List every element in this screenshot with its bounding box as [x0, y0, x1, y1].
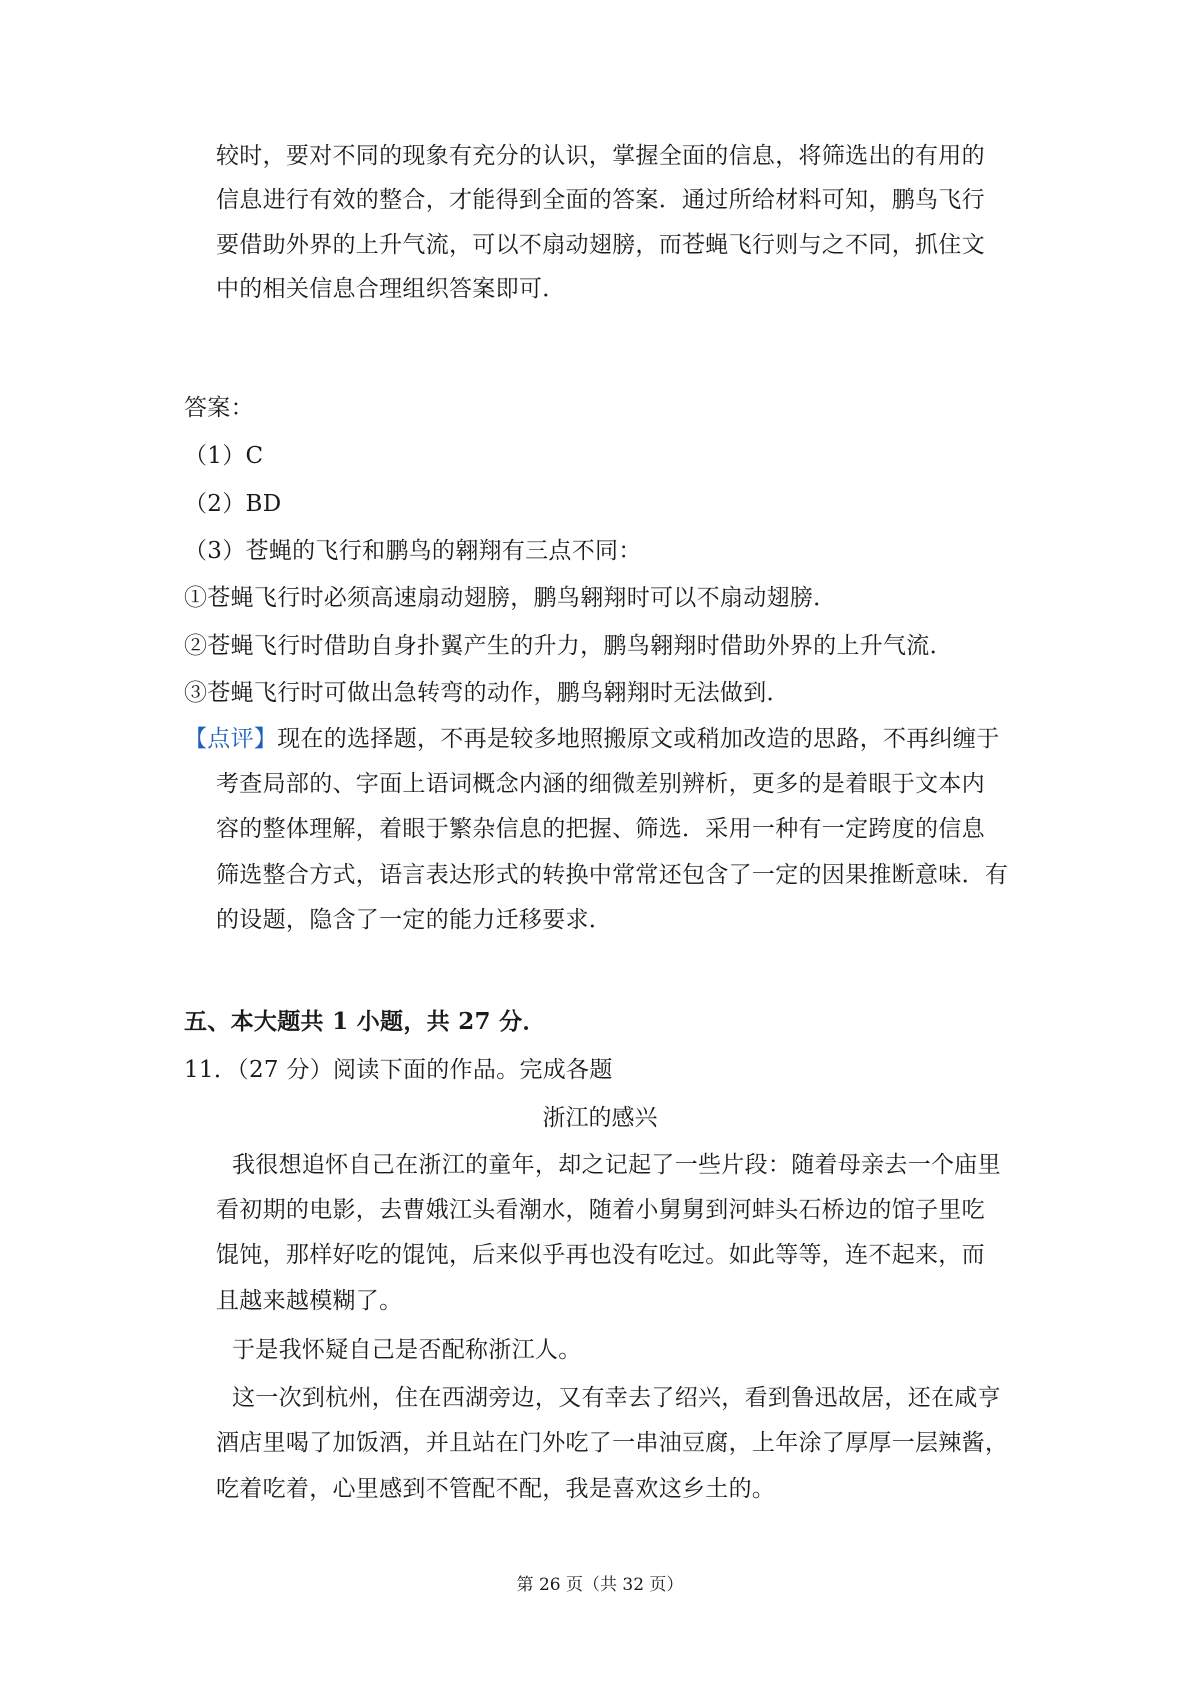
- comment-line-3: 容的整体理解，着眼于繁杂信息的把握、筛选．采用一种有一定跨度的信息: [216, 816, 985, 842]
- passage-p1-line-3: 馄饨，那样好吃的馄饨，后来似乎再也没有吃过。如此等等，连不起来，而: [216, 1242, 985, 1268]
- passage-title: 浙江的感兴: [542, 1105, 658, 1131]
- section-heading: 五、本大题共 1 小题，共 27 分．: [184, 1008, 546, 1035]
- page-number: 第 26 页（共 32 页）: [516, 1575, 684, 1595]
- answer-item-1: （1）C: [184, 443, 264, 469]
- passage-p3-line-3: 吃着吃着，心里感到不管配不配，我是喜欢这乡土的。: [216, 1476, 776, 1502]
- comment-first-line: [184, 724, 1000, 754]
- passage-p3-line-2: 酒店里喝了加饭酒，并且站在门外吃了一串油豆腐，上年涂了厚厚一层辣酱，: [216, 1430, 1009, 1456]
- question-prompt: 11．（27 分）阅读下面的作品。完成各题: [184, 1057, 613, 1083]
- answer-item-2: （2）BD: [184, 491, 282, 517]
- analysis-line-4: 中的相关信息合理组织答案即可．: [216, 276, 566, 302]
- answer-heading: 答案：: [184, 395, 254, 421]
- answer-item-6: ③苍蝇飞行时可做出急转弯的动作，鹏鸟翱翔时无法做到．: [184, 680, 790, 706]
- comment-tag: 【点评】: [184, 726, 278, 752]
- analysis-line-2: 信息进行有效的整合，才能得到全面的答案．通过所给材料可知，鹏鸟飞行: [216, 187, 985, 213]
- answer-item-4: ①苍蝇飞行时必须高速扇动翅膀，鹏鸟翱翔时可以不扇动翅膀．: [184, 585, 837, 611]
- comment-line-2: 考查局部的、字面上语词概念内涵的细微差别辨析，更多的是着眼于文本内: [216, 771, 985, 797]
- comment-line-5: 的设题，隐含了一定的能力迁移要求．: [216, 907, 613, 933]
- answer-item-3: （3）苍蝇的飞行和鹏鸟的翱翔有三点不同：: [184, 538, 642, 564]
- passage-p1-line-2: 看初期的电影，去曹娥江头看潮水，随着小舅舅到河蚌头石桥边的馆子里吃: [216, 1197, 985, 1223]
- passage-p2-line-1: 于是我怀疑自己是否配称浙江人。: [232, 1337, 582, 1363]
- analysis-line-1: 较时，要对不同的现象有充分的认识，掌握全面的信息，将筛选出的有用的: [216, 143, 985, 169]
- analysis-line-3: 要借助外界的上升气流，可以不扇动翅膀，而苍蝇飞行则与之不同，抓住文: [216, 232, 985, 258]
- passage-p3-line-1: 这一次到杭州，住在西湖旁边，又有幸去了绍兴，看到鲁迅故居，还在咸亨: [232, 1385, 1001, 1411]
- comment-first-text: 现在的选择题，不再是较多地照搬原文或稍加改造的思路，不再纠缠于: [277, 726, 1000, 752]
- passage-p1-line-1: 我很想追怀自己在浙江的童年，却之记起了一些片段：随着母亲去一个庙里: [232, 1152, 1001, 1178]
- passage-p1-line-4: 且越来越模糊了。: [216, 1288, 403, 1314]
- answer-item-5: ②苍蝇飞行时借助自身扑翼产生的升力，鹏鸟翱翔时借助外界的上升气流．: [184, 633, 953, 659]
- comment-line-4: 筛选整合方式，语言表达形式的转换中常常还包含了一定的因果推断意味．有: [216, 862, 1009, 888]
